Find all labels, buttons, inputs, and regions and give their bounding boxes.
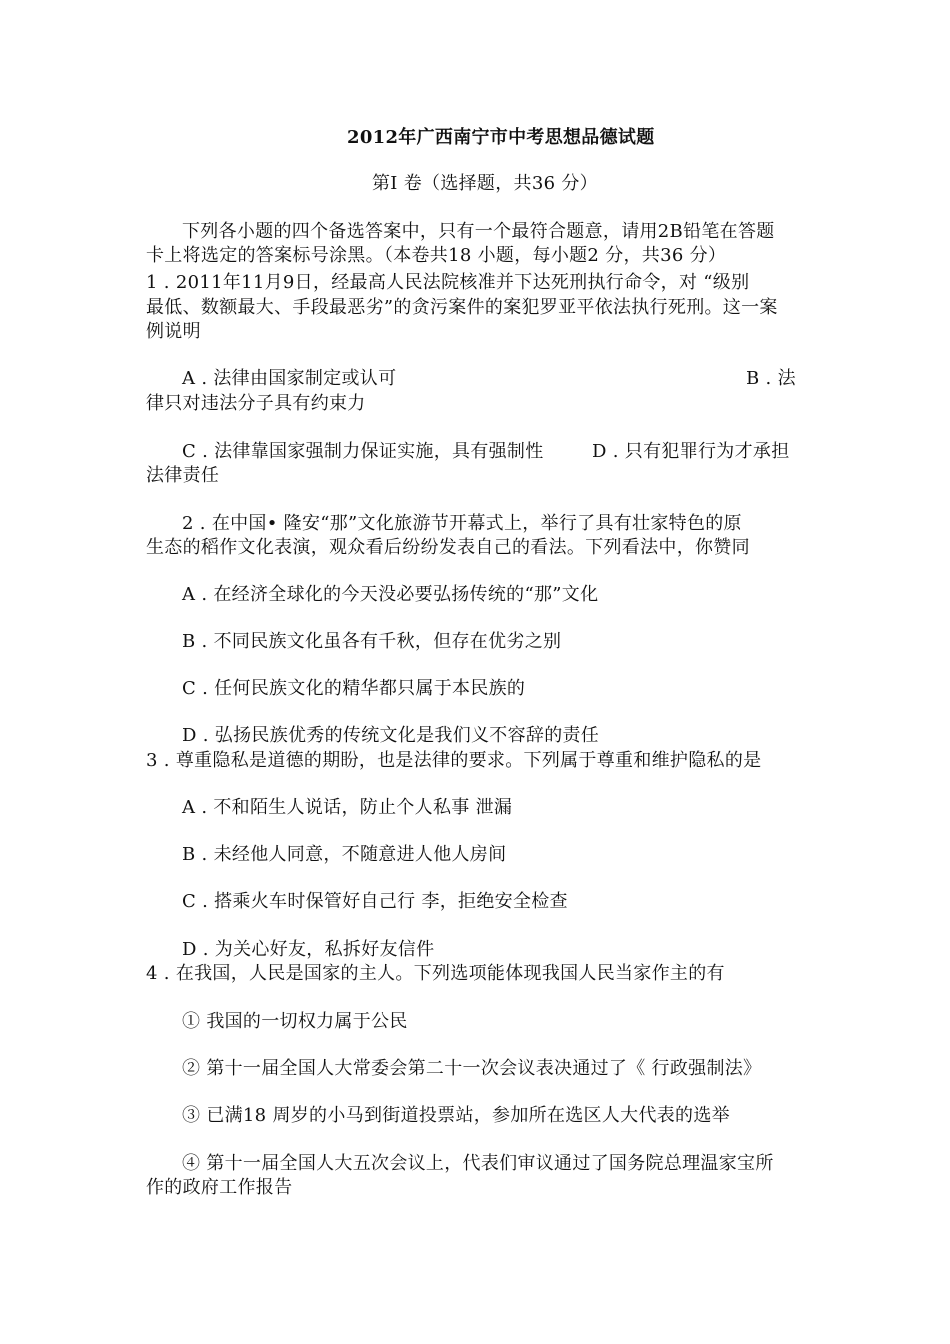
q2-option-d: D . 弘扬民族优秀的传统文化是我们义不容辞的责任: [182, 725, 600, 746]
q3-option-c: C . 搭乘火车时保管好自己行 李，拒绝安全检查: [182, 891, 568, 912]
q3-option-a: A . 不和陌生人说话，防止个人私事 泄漏: [182, 797, 513, 818]
q3-stem: 3 . 尊重隐私是道德的期盼，也是法律的要求。下列属于尊重和维护隐私的是: [146, 750, 762, 771]
section-heading: 第Ⅰ 卷（选择题，共36 分）: [372, 173, 598, 194]
document-title: 2012年广西南宁市中考思想品德试题: [347, 127, 655, 148]
q4-item-4-line-2: 作的政府工作报告: [146, 1177, 293, 1198]
q2-option-c: C . 任何民族文化的精华都只属于本民族的: [182, 678, 526, 699]
q3-option-b: B . 未经他人同意，不随意进人他人房间: [182, 844, 507, 865]
q1-option-d-head: D . 只有犯罪行为才承担: [592, 441, 790, 462]
q4-item-2: ② 第十一届全国人大常委会第二十一次会议表决通过了《 行政强制法》: [182, 1058, 762, 1079]
q4-item-4-line-1: ④ 第十一届全国人大五次会议上，代表们审议通过了国务院总理温家宝所: [182, 1153, 774, 1174]
q2-stem-line-2: 生态的稻作文化表演，观众看后纷纷发表自己的看法。下列看法中，你赞同: [146, 537, 750, 558]
q1-option-d-tail: 法律责任: [146, 465, 220, 486]
q1-stem-line-3: 例说明: [146, 321, 201, 342]
q1-stem-line-2: 最低、数额最大、手段最恶劣”的贪污案件的案犯罗亚平依法执行死刑。这一案: [146, 297, 778, 318]
instructions-line-1: 下列各小题的四个备选答案中，只有一个最符合题意，请用2B铅笔在答题: [182, 221, 775, 242]
q3-option-d: D . 为关心好友，私拆好友信件: [182, 939, 435, 960]
instructions-line-2: 卡上将选定的答案标号涂黑。（本卷共18 小题，每小题2 分，共36 分）: [146, 245, 727, 266]
q4-item-3: ③ 已满18 周岁的小马到街道投票站，参加所在选区人大代表的选举: [182, 1105, 730, 1126]
q4-stem: 4 . 在我国，人民是国家的主人。下列选项能体现我国人民当家作主的有: [146, 963, 725, 984]
q1-option-b-tail: 律只对违法分子具有约束力: [146, 393, 366, 414]
q1-stem-line-1: 1 . 2011年11月9日，经最高人民法院核准并下达死刑执行命令，对 “级别: [146, 272, 750, 293]
q2-stem-line-1: 2 . 在中国• 隆安“那”文化旅游节开幕式上，举行了具有壮家特色的原: [182, 513, 742, 534]
q1-option-c: C . 法律靠国家强制力保证实施，具有强制性: [182, 441, 544, 462]
q1-option-b-head: B . 法: [746, 368, 796, 389]
q4-item-1: ① 我国的一切权力属于公民: [182, 1011, 408, 1032]
q2-option-a: A . 在经济全球化的今天没必要弘扬传统的“那”文化: [182, 584, 599, 605]
q2-option-b: B . 不同民族文化虽各有千秋，但存在优劣之别: [182, 631, 562, 652]
q1-option-a: A . 法律由国家制定或认可: [182, 368, 397, 389]
